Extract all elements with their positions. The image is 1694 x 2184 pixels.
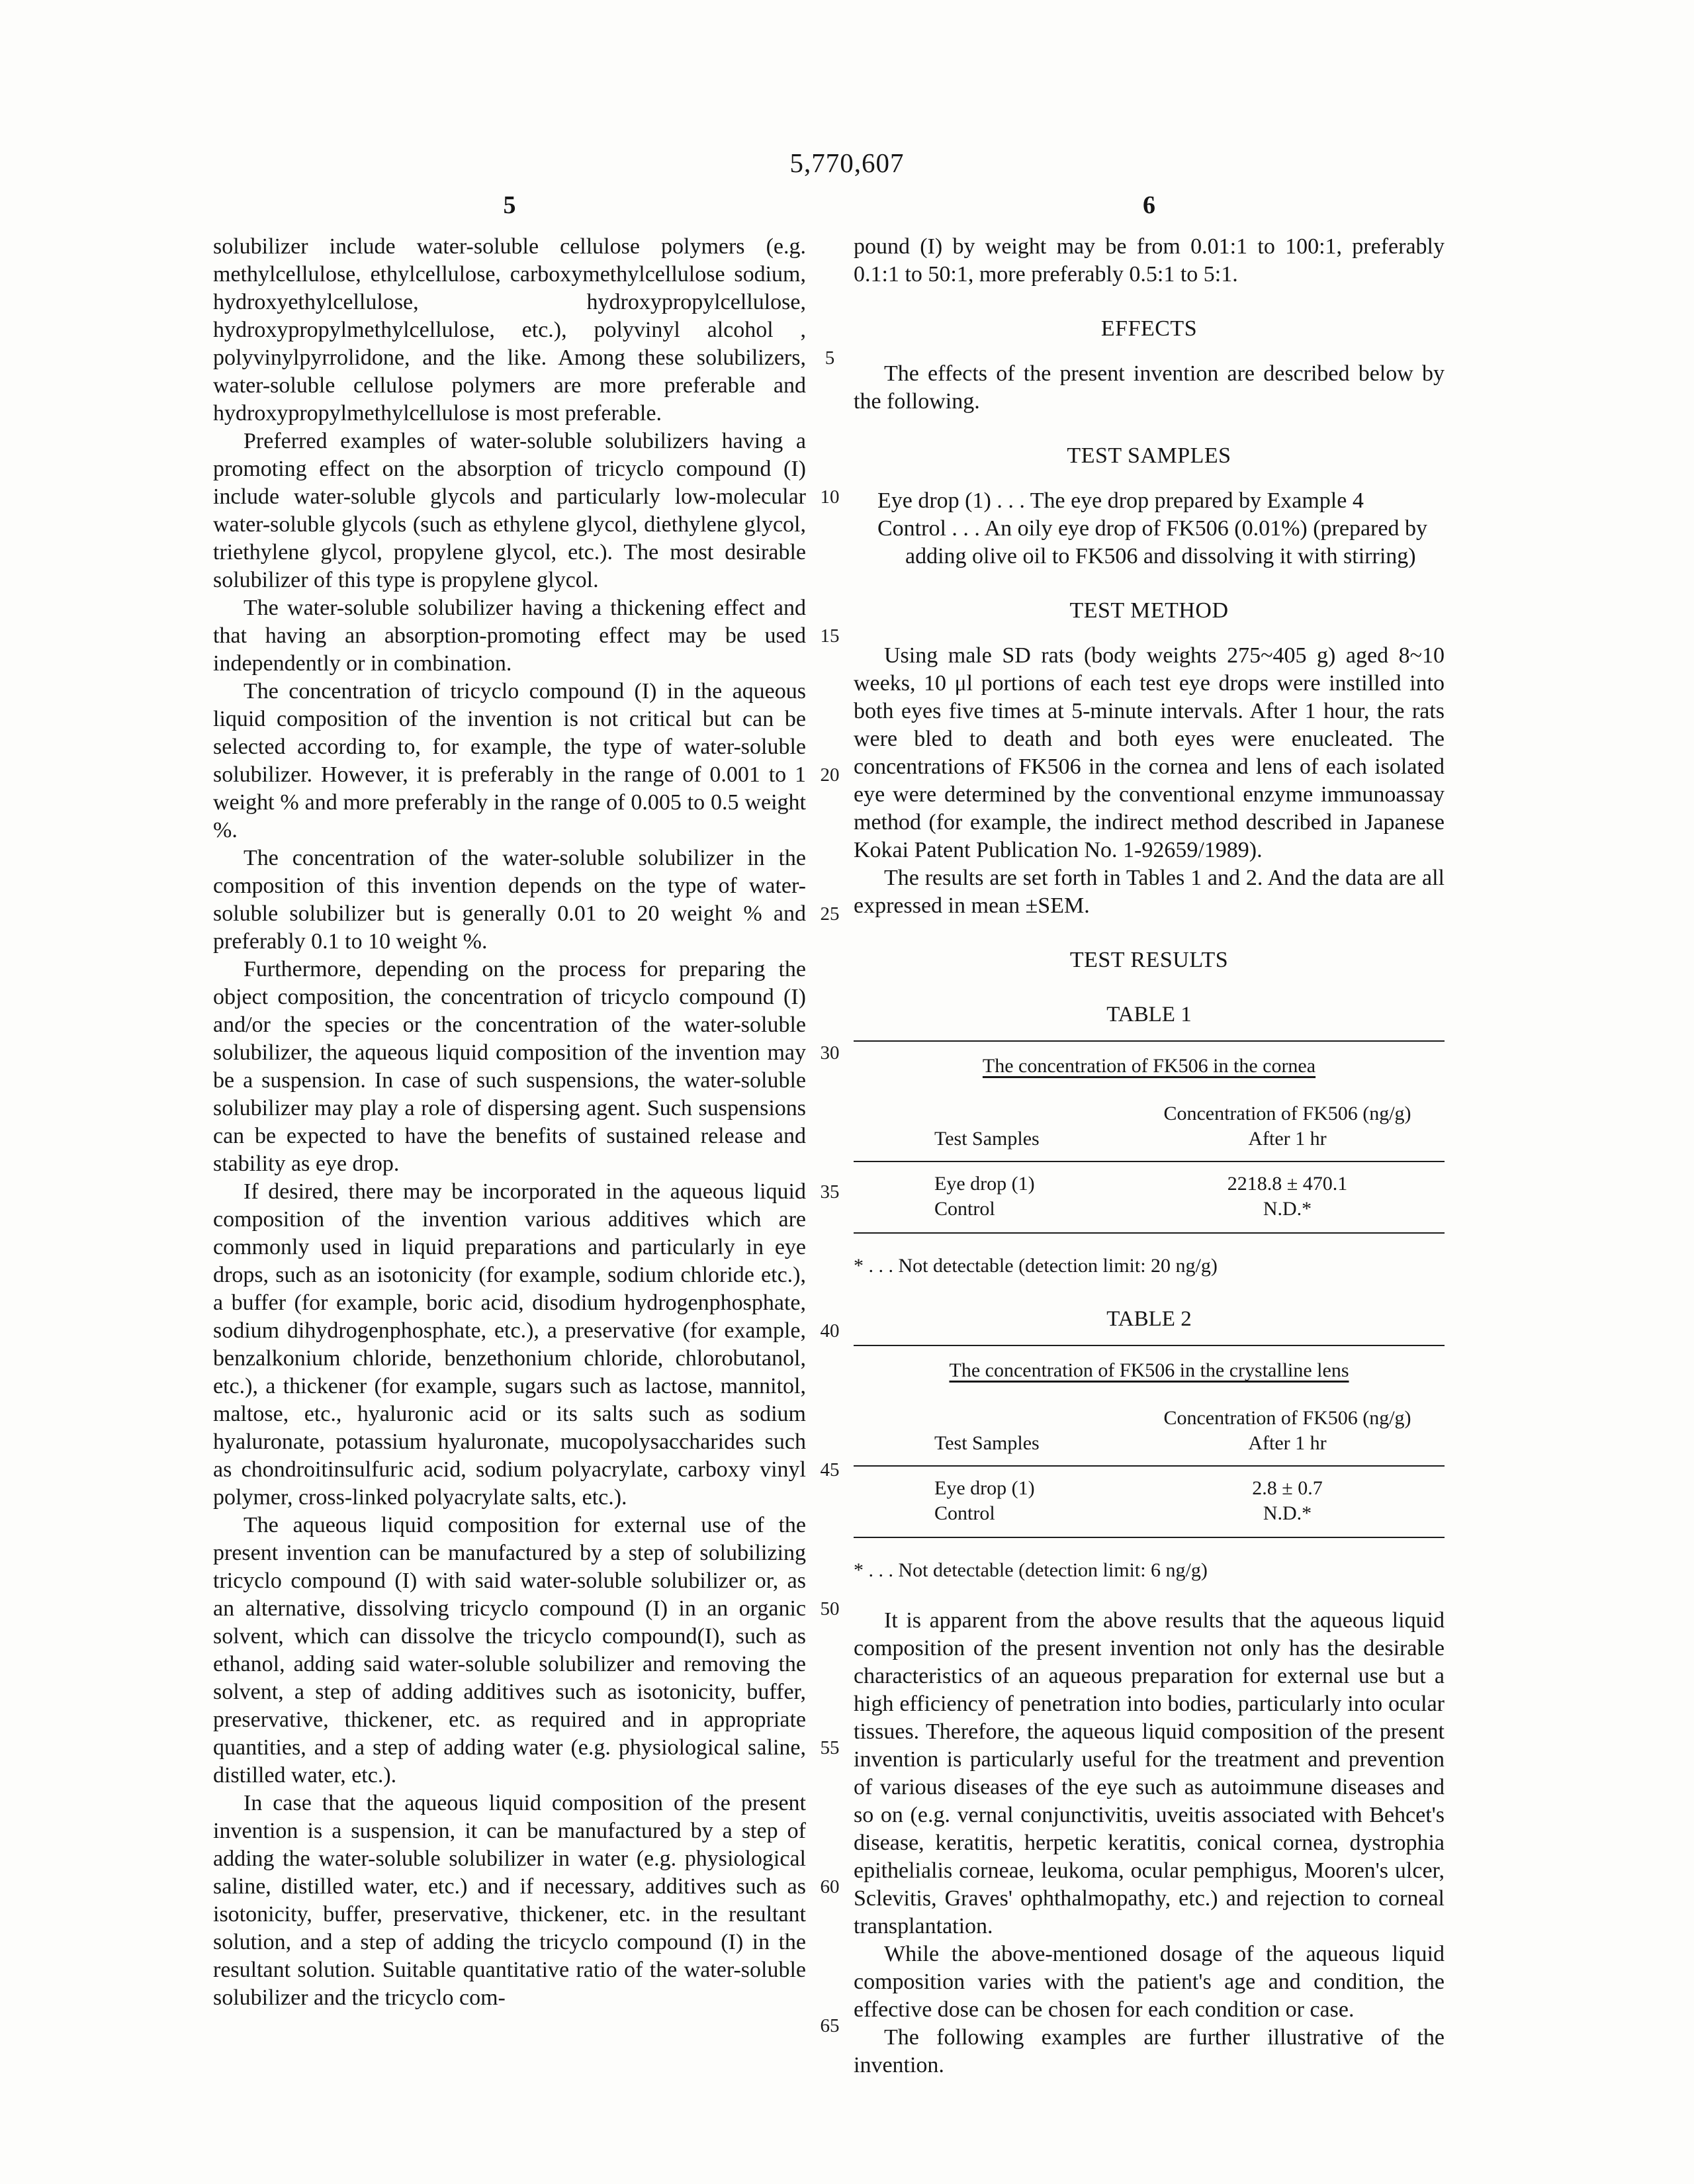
table-cell-value: 2218.8 ± 470.1 bbox=[1227, 1173, 1348, 1195]
paragraph: It is apparent from the above results that the aqueous liquid composition of the present invention not only has the desirable characteristics of an aqueous preparation for external use but a high efficiency of penetration into bodies, particularly into ocular tissues. Therefore, the aqueous liquid composition of the present invention is particularly useful for the treatment and prevention of various diseases of the eye such as autoimmune diseases and so on (e.g. vernal conjunctivitis, uveitis associated with Behcet's disease, keratitis, herpetic keratitis, conical cornea, dystrophia epithelialis corneae, leukoma, ocular pemphigus, Mooren's ulcer, Sclevitis, Graves' ophthalmopathy, etc.) and rejection to corneal transplantation. bbox=[854, 1608, 1445, 1938]
table-row bbox=[934, 1171, 1422, 1197]
section-heading-test-method: TEST METHOD bbox=[1069, 598, 1229, 623]
paragraph: If desired, there may be incorporated in the aqueous liquid composition of the invention various additives which are commonly used in liquid preparations and particularly in eye drops, such as an isotonicity (for example, sodium chloride etc.), a buffer (for example, boric acid, disodium hydrogenphosphate, sodium dihydrogenphosphate, etc.), a preservative (for example, benzalkonium chloride, benzethonium chloride, chlorobutanol, etc.), a thickener (for example, sugars such as lactose, mannitol, maltose, etc., hyaluronic acid or its salts such as sodium hyaluronate, potassium hyaluronate, mucopolysaccharides such as chondroitinsulfuric acid, sodium polyacrylate, carboxy vinyl polymer, cross-linked polyacrylate salts, etc.). bbox=[213, 1179, 806, 1510]
table-cell-value: N.D.* bbox=[1263, 1198, 1312, 1220]
table-col-header-samples: Test Samples bbox=[934, 1128, 1040, 1150]
line-number: 20 bbox=[820, 764, 840, 786]
table-col-header-line1: Concentration of FK506 (ng/g) bbox=[1163, 1407, 1411, 1429]
table-rule bbox=[854, 1537, 1445, 1538]
paragraph: The concentration of tricyclo compound (I) in the aqueous liquid composition of the invention is not critical but can be selected according to, for example, the type of water-soluble solubilizer. However, it is preferably in the range of 0.001 to 1 weight % and more preferably in the range of 0.005 to 0.5 weight %. bbox=[213, 679, 806, 842]
table-footnote: * . . . Not detectable (detection limit: 6 ng/g) bbox=[854, 1559, 1208, 1581]
paragraph: Preferred examples of water-soluble solubilizers having a promoting effect on the absorption of tricyclo compound (I) include water-soluble glycols and particularly low-molecular water-soluble glycols (such as ethylene glycol, diethylene glycol, triethylene glycol, propylene glycol, etc.). The most desirable solubilizer of this type is propylene glycol. bbox=[213, 429, 806, 592]
table-1 bbox=[854, 1002, 1445, 1279]
line-number: 65 bbox=[820, 2015, 840, 2036]
paragraph: Furthermore, depending on the process for preparing the object composition, the concentration of tricyclo compound (I) and/or the species or the concentration of the water-soluble solubilizer, the aqueous liquid composition of the invention may be a suspension. In case of such suspensions, the water-soluble solubilizer may play a role of dispersing agent. Such suspensions can be expected to have the benefits of sustained release and stability as eye drop. bbox=[213, 957, 806, 1176]
table-subtitle bbox=[854, 1358, 1445, 1383]
table-cell-value: N.D.* bbox=[1263, 1502, 1312, 1524]
table-col-header-concentration bbox=[1153, 1406, 1422, 1456]
table-title: TABLE 1 bbox=[1106, 1003, 1192, 1026]
column-6-body bbox=[854, 233, 1445, 2079]
test-sample-item: Control . . . An oily eye drop of FK506 (0.01%) (prepared by adding olive oil to FK506 and dissolving it with stirring) bbox=[877, 516, 1427, 569]
table-col-header-line1: Concentration of FK506 (ng/g) bbox=[1163, 1103, 1411, 1124]
table-col-header-line2: After 1 hr bbox=[1248, 1128, 1327, 1150]
line-number: 50 bbox=[820, 1598, 840, 1619]
line-number: 30 bbox=[820, 1042, 840, 1064]
paragraph: The concentration of the water-soluble solubilizer in the composition of this invention depends on the type of water-soluble solubilizer but is generally 0.01 to 20 weight % and preferably 0.1 to 10 weight %. bbox=[213, 846, 806, 954]
table-body bbox=[854, 1467, 1445, 1537]
line-number: 35 bbox=[820, 1181, 840, 1203]
paragraph: solubilizer include water-soluble cellulose polymers (e.g. methylcellulose, ethylcellulose, carboxymethylcellulose sodium, hydroxyethylcellulose, hydroxypropylcellulose, hydroxypropylmethylcellulose, etc.), polyvinyl alcohol , polyvinylpyrrolidone, and the like. Among these solubilizers, water-soluble cellulose polymers are more preferable and hydroxypropylmethylcellulose is most preferable. bbox=[213, 234, 806, 426]
table-cell-value: 2.8 ± 0.7 bbox=[1252, 1477, 1323, 1499]
table-row bbox=[934, 1197, 1422, 1222]
table-header-row bbox=[854, 1406, 1445, 1465]
table-2 bbox=[854, 1306, 1445, 1583]
line-number: 10 bbox=[820, 486, 840, 508]
table-subtitle-text: The concentration of FK506 in the cornea bbox=[982, 1055, 1316, 1077]
table-subtitle-text: The concentration of FK506 in the crystalline lens bbox=[949, 1359, 1349, 1381]
line-number: 45 bbox=[820, 1459, 840, 1480]
column-number-left: 5 bbox=[503, 191, 516, 219]
paragraph: The water-soluble solubilizer having a thickening effect and that having an absorption-promoting effect may be used independently or in combination. bbox=[213, 596, 806, 676]
paragraph: In case that the aqueous liquid composition of the present invention is a suspension, it can be manufactured by a step of adding the water-soluble solubilizer in water (e.g. physiological saline, distilled water, etc.) and if necessary, additives such as isotonicity, buffer, preservative, thickener, etc. in the resultant solution, and a step of adding the tricyclo compound (I) in the resultant solution. Suitable quantitative ratio of the water-soluble solubilizer and the tricyclo com- bbox=[213, 1791, 806, 2010]
table-body bbox=[854, 1162, 1445, 1232]
table-rule bbox=[854, 1345, 1445, 1346]
column-number-right: 6 bbox=[1143, 191, 1155, 219]
table-footnote: * . . . Not detectable (detection limit: 20 ng/g) bbox=[854, 1255, 1218, 1277]
section-heading-effects: EFFECTS bbox=[1100, 316, 1198, 341]
line-number: 15 bbox=[820, 625, 840, 647]
paragraph: While the above-mentioned dosage of the aqueous liquid composition varies with the patient's age and condition, the effective dose can be chosen for each condition or case. bbox=[854, 1942, 1445, 2022]
table-title: TABLE 2 bbox=[1106, 1307, 1192, 1331]
line-number: 25 bbox=[820, 903, 840, 925]
paragraph: Using male SD rats (body weights 275~405 g) aged 8~10 weeks, 10 μl portions of each test eye drops were instilled into both eyes five times at 5-minute intervals. After 1 hour, the rats were bled to death and both eyes were enucleated. The concentrations of FK506 in the cornea and lens of each isolated eye were determined by the conventional enzyme immunoassay method (for example, the indirect method described in Japanese Kokai Patent Publication No. 1-92659/1989). bbox=[854, 643, 1445, 862]
test-sample-item: Eye drop (1) . . . The eye drop prepared by Example 4 bbox=[877, 488, 1364, 513]
table-col-header-line2: After 1 hr bbox=[1248, 1432, 1327, 1454]
patent-number: 5,770,607 bbox=[789, 148, 905, 178]
table-cell-sample: Eye drop (1) bbox=[934, 1477, 1035, 1499]
paragraph: The following examples are further illustrative of the invention. bbox=[854, 2025, 1445, 2077]
table-header-row bbox=[854, 1101, 1445, 1161]
paragraph: The aqueous liquid composition for external use of the present invention can be manufactured by a step of solubilizing tricyclo compound (I) with said water-soluble solubilizer or, as an alternative, dissolving tricyclo compound (I) in an organic solvent, which can dissolve the tricyclo compound(I), such as ethanol, adding said water-soluble solubilizer and removing the solvent, a step of adding additives such as isotonicity, buffer, preservative, thickener, etc. as required and in appropriate quantities, and a step of adding water (e.g. physiological saline, distilled water, etc.). bbox=[213, 1513, 806, 1788]
table-col-header-concentration bbox=[1153, 1101, 1422, 1152]
table-subtitle bbox=[854, 1054, 1445, 1079]
table-cell-sample: Control bbox=[934, 1198, 995, 1220]
table-cell-sample: Eye drop (1) bbox=[934, 1173, 1035, 1195]
table-row bbox=[934, 1501, 1422, 1526]
table-cell-sample: Control bbox=[934, 1502, 995, 1524]
table-rule bbox=[854, 1040, 1445, 1042]
line-number: 60 bbox=[820, 1876, 840, 1897]
line-number: 40 bbox=[820, 1320, 840, 1342]
table-row bbox=[934, 1476, 1422, 1501]
line-number: 5 bbox=[825, 347, 835, 369]
line-number: 55 bbox=[820, 1737, 840, 1758]
paragraph: pound (I) by weight may be from 0.01:1 to 100:1, preferably 0.1:1 to 50:1, more preferably 0.5:1 to 5:1. bbox=[854, 234, 1445, 287]
section-heading-test-results: TEST RESULTS bbox=[1069, 948, 1229, 972]
paragraph: The results are set forth in Tables 1 and 2. And the data are all expressed in mean ±SEM. bbox=[854, 866, 1445, 918]
column-5-body bbox=[213, 233, 806, 2012]
paragraph: The effects of the present invention are described below by the following. bbox=[854, 361, 1445, 414]
table-rule bbox=[854, 1232, 1445, 1234]
section-heading-test-samples: TEST SAMPLES bbox=[1067, 443, 1231, 468]
table-col-header-samples: Test Samples bbox=[934, 1432, 1040, 1454]
